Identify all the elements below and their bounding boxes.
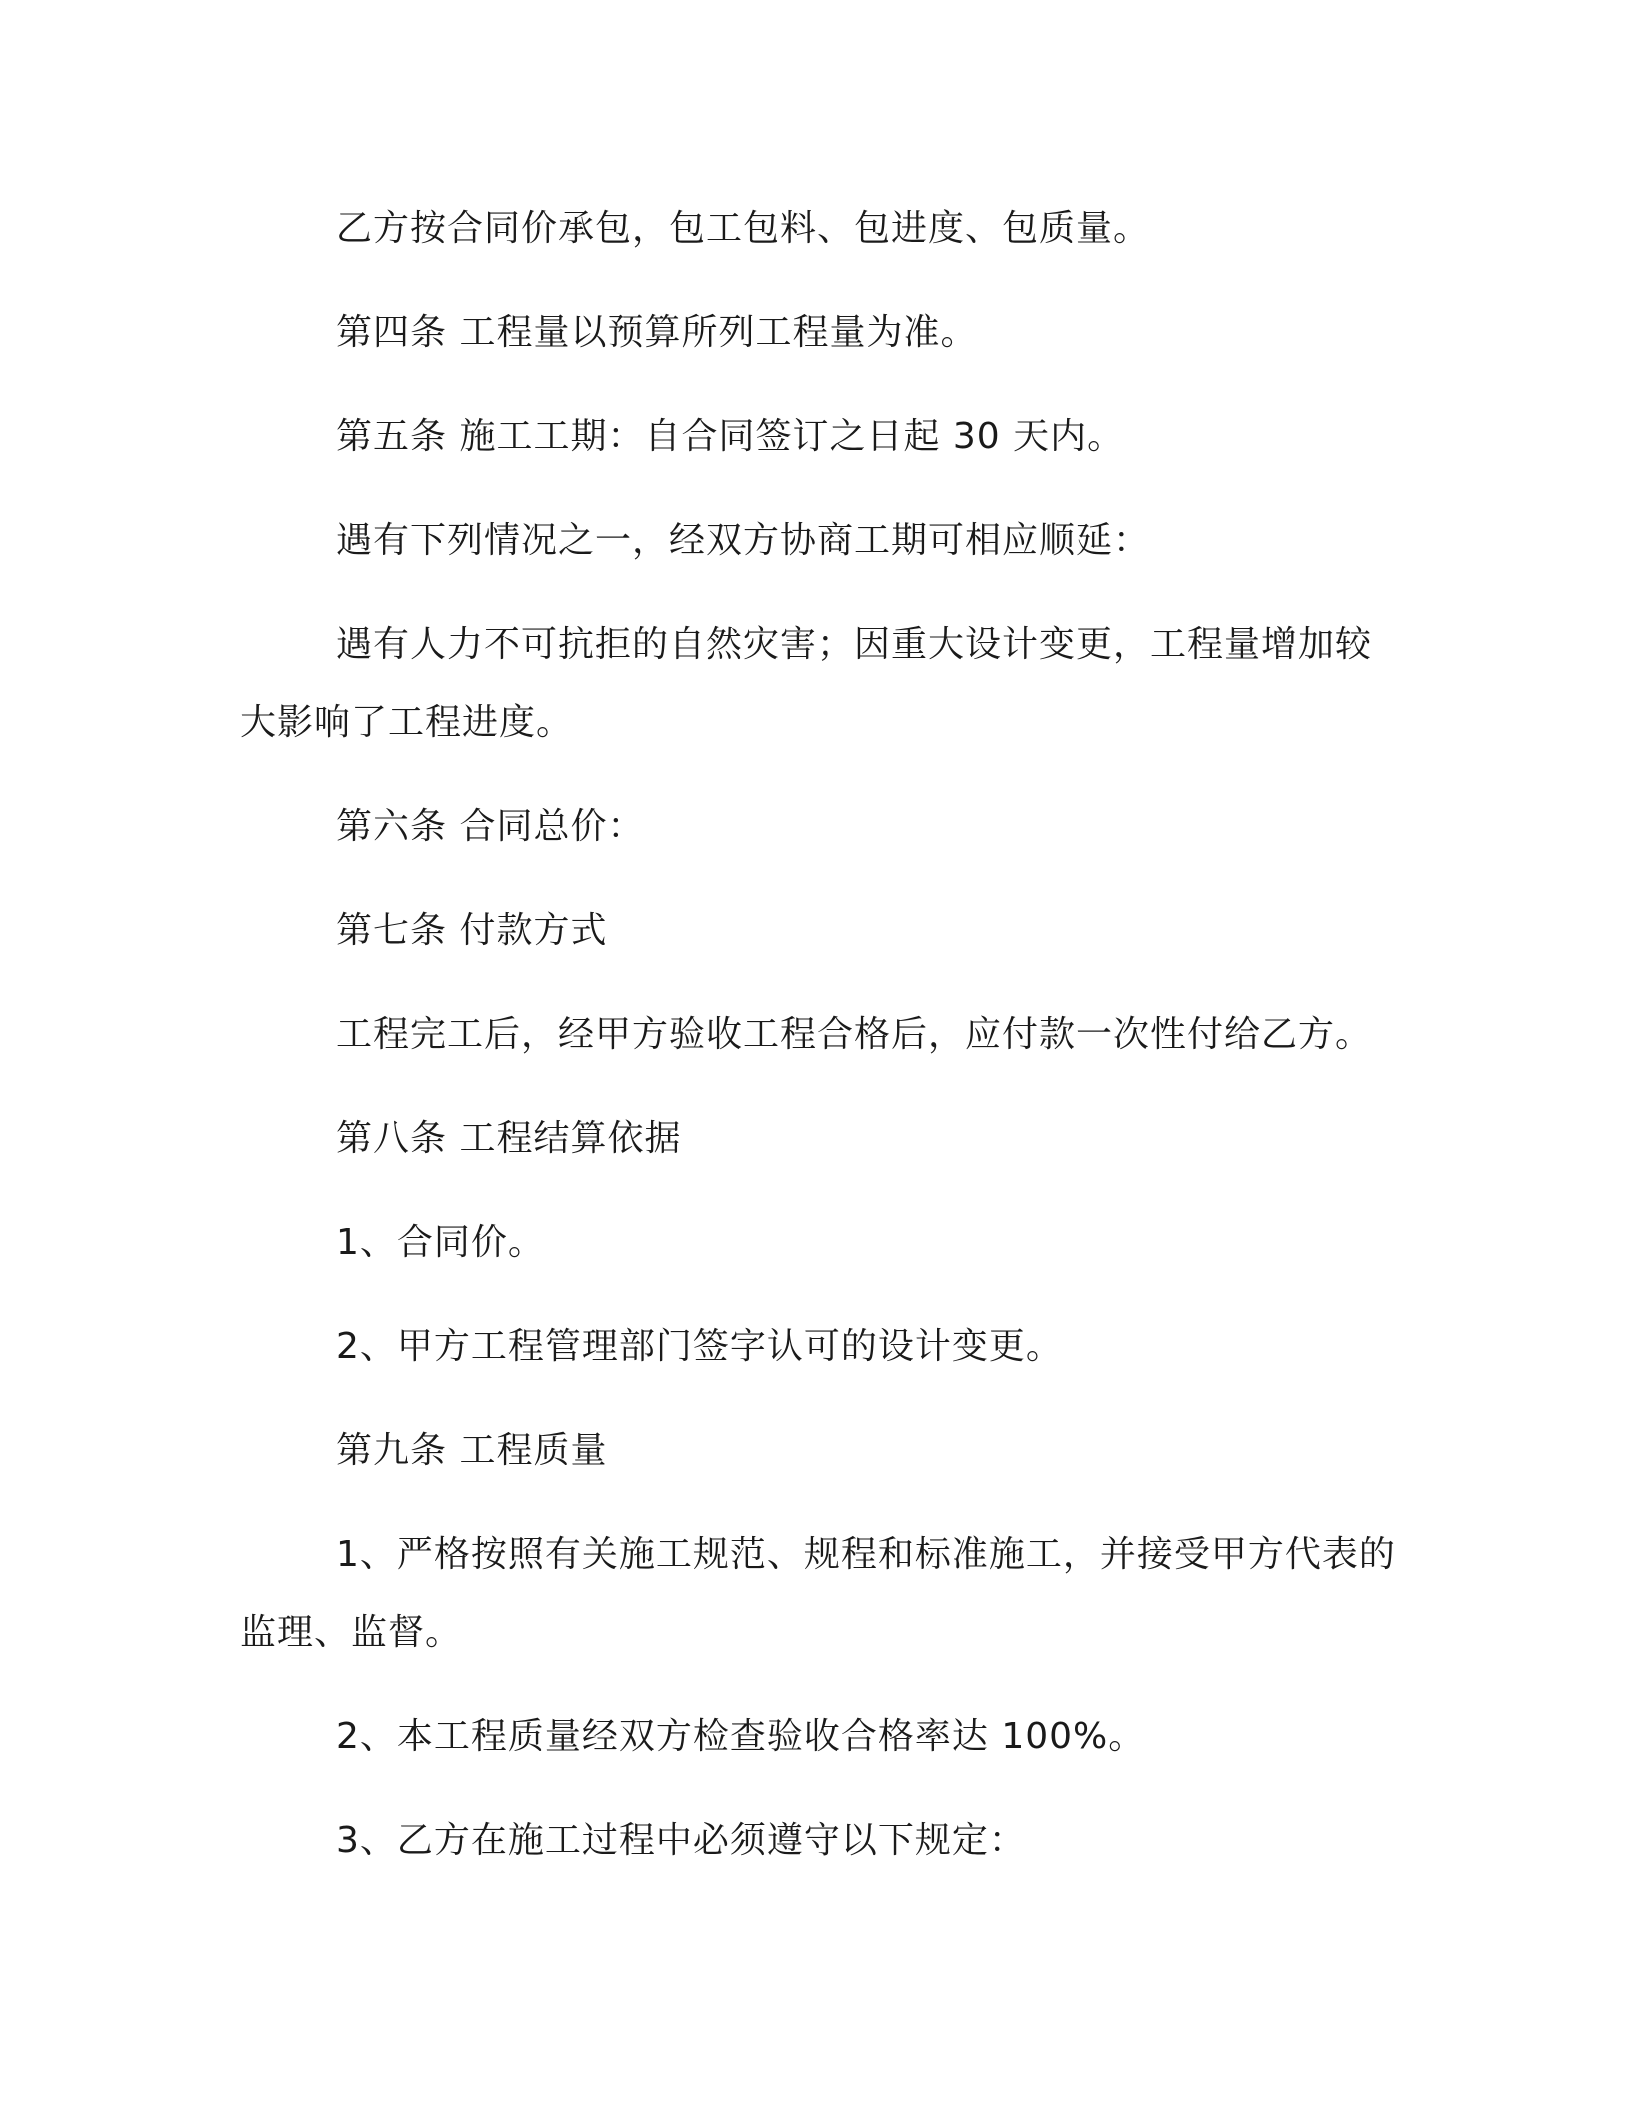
paragraph-article-7: 第七条 付款方式 [336,910,608,951]
paragraph-quality-item-3: 3、乙方在施工过程中必须遵守以下规定： [336,1820,1026,1861]
paragraph-settlement-item-2: 2、甲方工程管理部门签字认可的设计变更。 [336,1326,1063,1367]
paragraph-article-4: 第四条 工程量以预算所列工程量为准。 [336,312,978,353]
document-body [240,190,1400,1906]
paragraph-quality-item-2: 2、本工程质量经双方检查验收合格率达 100%。 [336,1716,1146,1757]
paragraph-quality-item-1: 1、严格按照有关施工规范、规程和标准施工，并接受甲方代表的监理、监督。 [240,1534,1396,1653]
paragraph-delay-conditions: 遇有下列情况之一，经双方协商工期可相应顺延： [336,520,1151,561]
paragraph-contract-scope: 乙方按合同价承包，包工包料、包进度、包质量。 [336,208,1151,249]
paragraph-article-6: 第六条 合同总价： [336,806,645,847]
paragraph-article-5: 第五条 施工工期：自合同签订之日起 30 天内。 [336,416,1125,457]
paragraph-payment: 工程完工后，经甲方验收工程合格后，应付款一次性付给乙方。 [336,1014,1373,1055]
paragraph-settlement-item-1: 1、合同价。 [336,1222,545,1263]
paragraph-article-8: 第八条 工程结算依据 [336,1118,682,1159]
paragraph-force-majeure: 遇有人力不可抗拒的自然灾害；因重大设计变更，工程量增加较大影响了工程进度。 [240,624,1373,743]
paragraph-article-9: 第九条 工程质量 [336,1430,608,1471]
